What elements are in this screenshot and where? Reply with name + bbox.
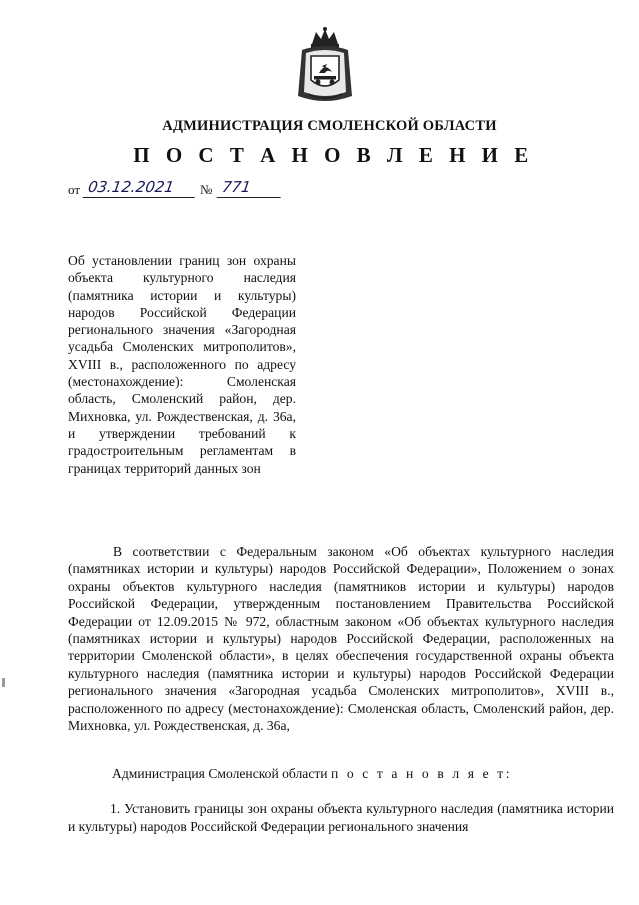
- date-label: от: [68, 182, 81, 197]
- preamble: [68, 543, 614, 734]
- decree-line: [112, 766, 512, 782]
- number-label: №: [200, 182, 213, 197]
- preamble-paragraph: В соответствии с Федеральным законом «Об объектах культурного наследия (памятниках истории и культуры) народов Российской Федерации», Положением о зонах охраны объектов культурного наследия (памятников истории и культуры) народов Российской Федерации, утвержденным постановлением Правительства Российской Федерации от 12.09.2015 № 972, областным законом «Об объектах культурного наследия (памятниках истории и культуры) народов Российской Федерации, расположенных на территории Смоленской области», в целях обеспечения государственной охраны объекта культурного наследия (памятника истории и культуры) народов Российской Федерации регионального значения «Загородная усадьба Смоленских митрополитов», XVIII в., расположенного по адресу (местонахождение): Смоленская область, Смоленский район, дер. Михновка, ул. Рождественская, д. 36а,: [68, 544, 614, 734]
- document-type-title: П О С Т А Н О В Л Е Н И Е: [133, 143, 534, 167]
- coat-of-arms-icon: [292, 26, 358, 106]
- decree-item-1: [68, 800, 614, 836]
- decree-intro: Администрация Смоленской области: [112, 766, 328, 781]
- decree-verb: п о с т а н о в л я е т:: [330, 766, 513, 781]
- document-meta: [68, 176, 282, 198]
- organization-title: АДМИНИСТРАЦИЯ СМОЛЕНСКОЙ ОБЛАСТИ: [162, 118, 497, 134]
- number-value: 771: [217, 178, 284, 198]
- document-subject: Об установлении границ зон охраны объекта культурного наследия (памятника истории и культуры) народов Российской Федерации регионального значения «Загородная усадьба Смоленских митрополитов», XVIII в., расположенного по адресу (местонахождение): Смоленская область, Смоленский район, дер. Михновка, ул. Рождественская, д. 36а, и утверждении требований к градостроительным регламентам в границах территорий данных зон: [68, 253, 296, 476]
- margin-mark: [2, 678, 5, 687]
- decree-item-1-text: 1. Установить границы зон охраны объекта культурного наследия (памятника истории и культуры) народов Российской Федерации регионального значения: [68, 801, 614, 834]
- date-value: 03.12.2021: [83, 178, 198, 198]
